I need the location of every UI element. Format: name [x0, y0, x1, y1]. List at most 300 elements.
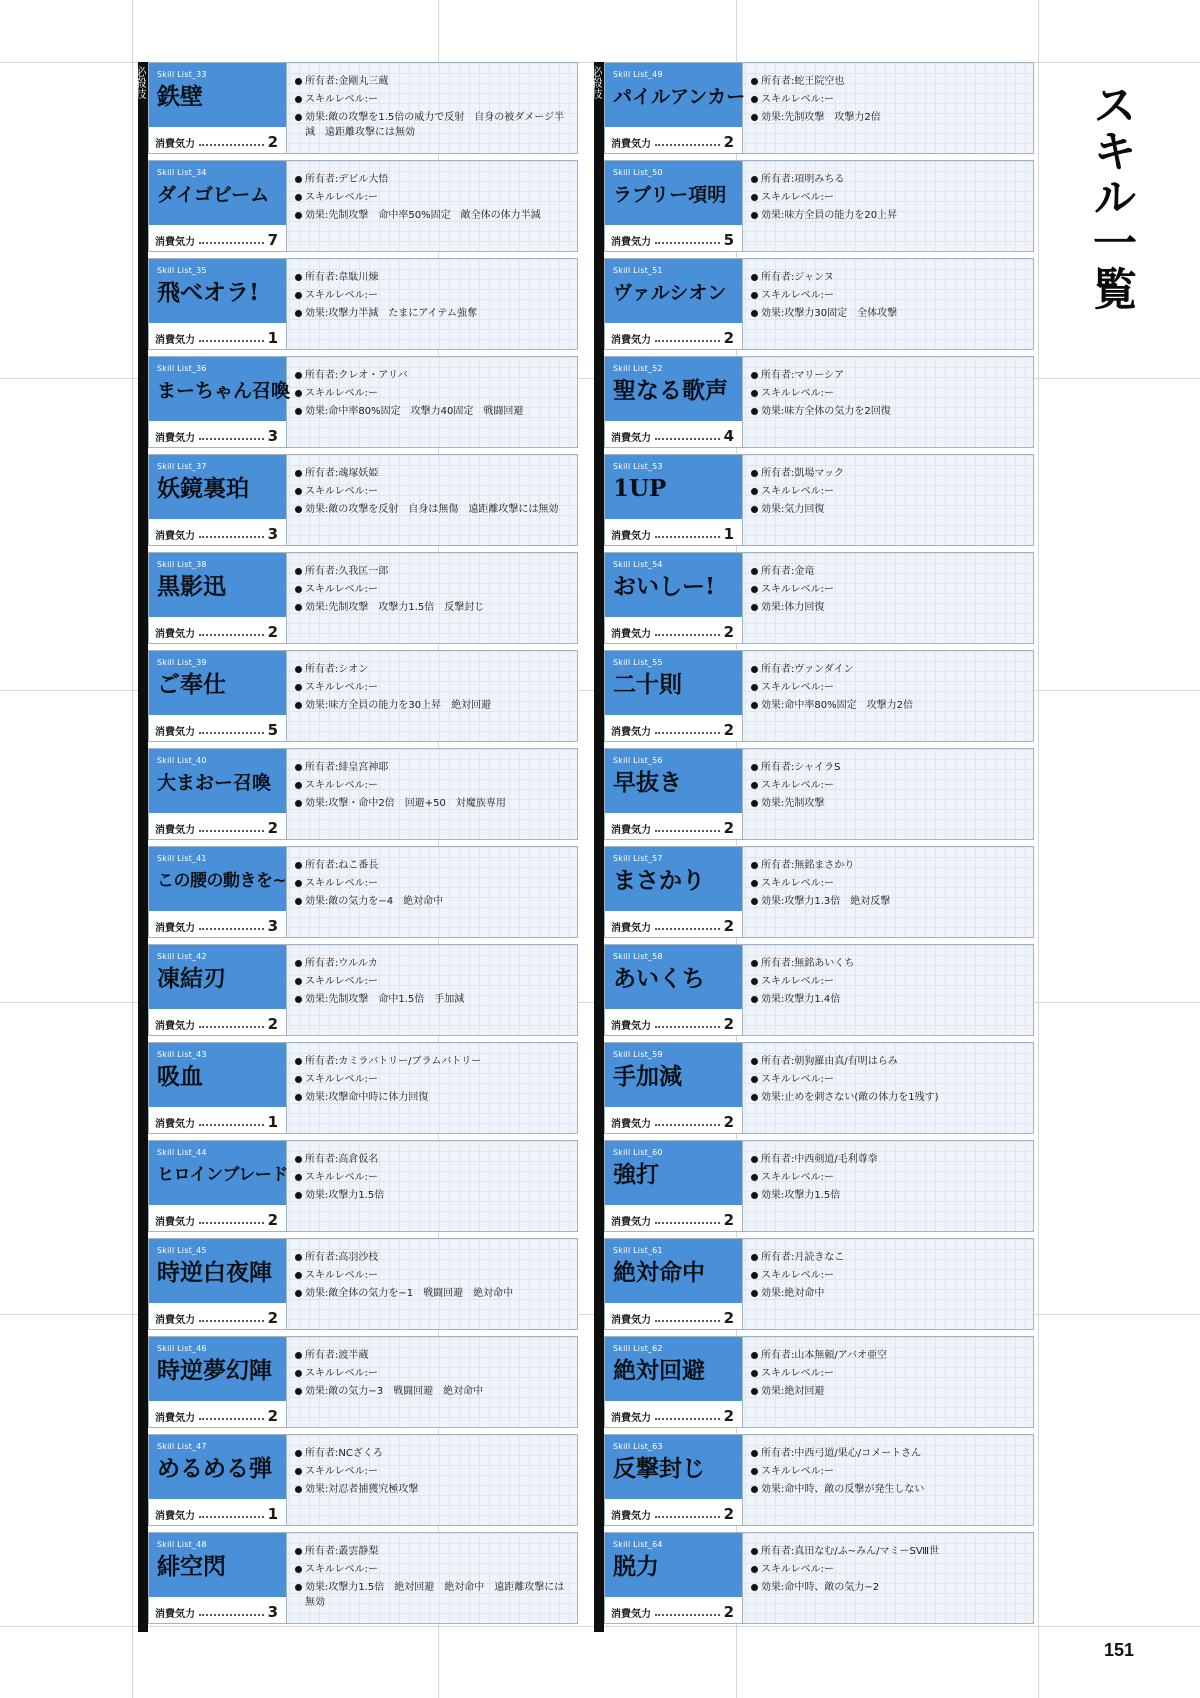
skill-card-header — [149, 651, 287, 741]
skill-level: スキルレベル:ー — [751, 1463, 1025, 1481]
skill-level: スキルレベル:ー — [751, 1169, 1025, 1187]
cost-label: 消費気力 — [611, 139, 651, 150]
skill-title-block — [149, 651, 286, 715]
cost-label: 消費気力 — [155, 1511, 195, 1522]
skill-card-header — [149, 357, 291, 447]
skill-name: まーちゃん召喚 — [157, 380, 291, 402]
skill-effect: 効果:先制攻撃 攻撃力2倍 — [751, 109, 1025, 125]
skill-level: スキルレベル:ー — [751, 581, 1025, 599]
skill-level: スキルレベル:ー — [751, 287, 1025, 305]
skill-details — [743, 259, 1033, 349]
cost-value: 2 — [267, 819, 278, 837]
skill-card — [604, 160, 1034, 252]
skill-cost-row — [149, 1009, 286, 1035]
skill-level: スキルレベル:ー — [295, 1561, 569, 1579]
skill-name: あいくち — [613, 965, 705, 992]
skill-details — [743, 455, 1033, 545]
skill-cost-row — [605, 225, 742, 251]
skill-id: Skill List_55 — [613, 658, 663, 667]
skill-details — [287, 1435, 577, 1525]
cost-value: 2 — [723, 819, 734, 837]
skill-card-header — [605, 1239, 743, 1329]
skill-details — [287, 1239, 577, 1329]
skill-title-block — [605, 63, 746, 127]
skill-card-header — [605, 455, 743, 545]
skill-card-header — [605, 847, 743, 937]
skill-name: 絶対命中 — [613, 1259, 705, 1286]
skill-card — [604, 1042, 1034, 1134]
skill-title-block — [605, 1043, 742, 1107]
cost-label: 消費気力 — [155, 139, 195, 150]
skill-level: スキルレベル:ー — [295, 1267, 569, 1285]
dotted-leader — [199, 1124, 264, 1126]
skill-id: Skill List_39 — [157, 658, 207, 667]
skill-id: Skill List_50 — [613, 168, 663, 177]
skill-title-block — [605, 161, 742, 225]
cost-value: 2 — [267, 1211, 278, 1229]
skill-id: Skill List_59 — [613, 1050, 663, 1059]
skill-title-block — [605, 455, 742, 519]
skill-id: Skill List_46 — [157, 1344, 207, 1353]
skill-owner: 所有者:NCざくろ — [295, 1445, 569, 1463]
skill-card — [604, 356, 1034, 448]
skill-name: 1UP — [613, 475, 667, 502]
skill-owner: 所有者:金竜 — [751, 563, 1025, 581]
skill-effect: 効果:敵の攻撃を1.5倍の威力で反射 自身の被ダメージ半減 遠距離攻撃には無効 — [295, 109, 569, 140]
skill-owner: 所有者:渡半蔵 — [295, 1347, 569, 1365]
skill-title-block — [149, 63, 286, 127]
skill-level: スキルレベル:ー — [295, 973, 569, 991]
skill-title-block — [149, 847, 286, 911]
cost-label: 消費気力 — [611, 1217, 651, 1228]
cost-label: 消費気力 — [155, 433, 195, 444]
skill-id: Skill List_52 — [613, 364, 663, 373]
skill-id: Skill List_54 — [613, 560, 663, 569]
skill-title-block — [149, 749, 286, 813]
dotted-leader — [655, 634, 720, 636]
skill-name: 聖なる歌声 — [613, 377, 728, 404]
skill-card-header — [605, 1435, 743, 1525]
skill-card — [604, 62, 1034, 154]
cost-value: 5 — [267, 721, 278, 739]
dotted-leader — [199, 830, 264, 832]
skill-card — [148, 1238, 578, 1330]
cost-label: 消費気力 — [155, 1119, 195, 1130]
cost-label: 消費気力 — [611, 1315, 651, 1326]
cost-value: 2 — [723, 1211, 734, 1229]
skill-name: 凍結刃 — [157, 965, 226, 992]
skill-title-block — [149, 553, 286, 617]
skill-owner: 所有者:久我匡一郎 — [295, 563, 569, 581]
skill-owner: 所有者:カミラバトリー/ブラムバトリー — [295, 1053, 569, 1071]
skill-card — [148, 356, 578, 448]
skill-title-block — [149, 1043, 286, 1107]
cost-label: 消費気力 — [611, 433, 651, 444]
cost-label: 消費気力 — [611, 531, 651, 542]
dotted-leader — [199, 1614, 264, 1616]
skill-id: Skill List_51 — [613, 266, 663, 275]
skill-owner: 所有者:朝狗羅由真/有明はらみ — [751, 1053, 1025, 1071]
skill-card-header — [605, 1533, 743, 1623]
cost-label: 消費気力 — [611, 1021, 651, 1032]
skill-card — [604, 258, 1034, 350]
cost-value: 3 — [267, 427, 278, 445]
dotted-leader — [655, 144, 720, 146]
skill-id: Skill List_61 — [613, 1246, 663, 1255]
cost-label: 消費気力 — [155, 825, 195, 836]
skill-owner: 所有者:ねこ番長 — [295, 857, 569, 875]
skill-level: スキルレベル:ー — [295, 777, 569, 795]
skill-name: 絶対回避 — [613, 1357, 705, 1384]
skill-level: スキルレベル:ー — [751, 777, 1025, 795]
skill-name: 手加減 — [613, 1063, 682, 1090]
skill-name: ラブリー項明 — [613, 184, 727, 206]
cost-label: 消費気力 — [611, 923, 651, 934]
skill-level: スキルレベル:ー — [295, 1463, 569, 1481]
skill-details — [743, 1239, 1033, 1329]
cost-label: 消費気力 — [155, 1021, 195, 1032]
skill-details — [743, 161, 1033, 251]
skill-card — [148, 1336, 578, 1428]
cost-value: 2 — [723, 917, 734, 935]
skill-name: 緋空閃 — [157, 1553, 226, 1580]
skill-effect: 効果:命中時、敵の気力−2 — [751, 1579, 1025, 1595]
skill-level: スキルレベル:ー — [751, 973, 1025, 991]
skill-cost-row — [149, 225, 286, 251]
skill-card-header — [605, 553, 743, 643]
skill-details — [287, 651, 577, 741]
skill-id: Skill List_58 — [613, 952, 663, 961]
skill-details — [287, 1141, 577, 1231]
skill-owner: 所有者:シャイラS — [751, 759, 1025, 777]
skill-card — [148, 62, 578, 154]
dotted-leader — [199, 1222, 264, 1224]
skill-cost-row — [605, 1107, 742, 1133]
skill-details — [287, 455, 577, 545]
skill-cost-row — [149, 1205, 286, 1231]
skill-id: Skill List_41 — [157, 854, 207, 863]
dotted-leader — [655, 536, 720, 538]
skill-name: ご奉仕 — [157, 671, 226, 698]
cost-value: 3 — [267, 525, 278, 543]
skill-column-right — [590, 62, 1034, 1632]
skill-name: ダイゴビーム — [157, 184, 270, 206]
skill-card-header — [149, 553, 287, 643]
skill-level: スキルレベル:ー — [295, 385, 569, 403]
skill-cost-row — [605, 421, 742, 447]
dotted-leader — [655, 732, 720, 734]
cost-value: 2 — [723, 329, 734, 347]
cost-label: 消費気力 — [155, 629, 195, 640]
skill-level: スキルレベル:ー — [295, 581, 569, 599]
skill-card-header — [149, 63, 287, 153]
skill-owner: 所有者:項明みちる — [751, 171, 1025, 189]
skill-card — [604, 552, 1034, 644]
skill-id: Skill List_57 — [613, 854, 663, 863]
skill-id: Skill List_42 — [157, 952, 207, 961]
skill-cost-row — [149, 1401, 286, 1427]
skill-details — [287, 749, 577, 839]
cost-label: 消費気力 — [611, 335, 651, 346]
skill-name: まさかり — [613, 867, 705, 894]
category-label: 必殺技 — [590, 66, 603, 99]
skill-cost-row — [149, 813, 286, 839]
skill-id: Skill List_48 — [157, 1540, 207, 1549]
cost-label: 消費気力 — [611, 1609, 651, 1620]
skill-card-header — [149, 1337, 287, 1427]
cost-value: 1 — [267, 1505, 278, 1523]
cost-value: 2 — [267, 133, 278, 151]
skill-card — [148, 944, 578, 1036]
skill-effect: 効果:敵の攻撃を反射 自身は無傷 遠距離攻撃には無効 — [295, 501, 569, 517]
skill-card — [148, 160, 578, 252]
skill-card-header — [605, 1337, 743, 1427]
skill-effect: 効果:攻撃・命中2倍 回避+50 対魔族専用 — [295, 795, 569, 811]
cost-value: 2 — [267, 623, 278, 641]
skill-owner: 所有者:マリーシア — [751, 367, 1025, 385]
skill-card — [604, 1140, 1034, 1232]
skill-title-block — [605, 945, 742, 1009]
skill-title-block — [605, 1533, 742, 1597]
skill-title-block — [149, 1337, 286, 1401]
skill-effect: 効果:攻撃力1.5倍 絶対回避 絶対命中 遠距離攻撃には無効 — [295, 1579, 569, 1610]
skill-card — [148, 552, 578, 644]
skill-card-header — [149, 259, 287, 349]
dotted-leader — [655, 1222, 720, 1224]
skill-id: Skill List_49 — [613, 70, 663, 79]
skill-title-block — [605, 1435, 742, 1499]
skill-level: スキルレベル:ー — [751, 1267, 1025, 1285]
skill-level: スキルレベル:ー — [295, 1169, 569, 1187]
skill-title-block — [605, 357, 742, 421]
skill-cost-row — [149, 617, 286, 643]
skill-card — [604, 1434, 1034, 1526]
skill-name: 脱力 — [613, 1553, 659, 1580]
skill-id: Skill List_37 — [157, 462, 207, 471]
category-label: 必殺技 — [134, 66, 147, 99]
skill-effect: 効果:止めを刺さない(敵の体力を1残す) — [751, 1089, 1025, 1105]
cost-label: 消費気力 — [611, 727, 651, 738]
skill-details — [287, 1043, 577, 1133]
skill-owner: 所有者:真田なむ/ふ~みん/マミーSⅧ世 — [751, 1543, 1025, 1561]
skill-effect: 効果:敵の気力を−4 絶対命中 — [295, 893, 569, 909]
skill-effect: 効果:先制攻撃 命中率50%固定 敵全体の体力半減 — [295, 207, 569, 223]
dotted-leader — [199, 536, 264, 538]
dotted-leader — [655, 340, 720, 342]
skill-cost-row — [149, 715, 286, 741]
dotted-leader — [655, 1026, 720, 1028]
skill-effect: 効果:味方全体の気力を2回復 — [751, 403, 1025, 419]
skill-name: 時逆夢幻陣 — [157, 1357, 272, 1384]
skill-effect: 効果:攻撃力1.5倍 — [295, 1187, 569, 1203]
skill-id: Skill List_62 — [613, 1344, 663, 1353]
skill-id: Skill List_35 — [157, 266, 207, 275]
skill-card — [604, 650, 1034, 742]
skill-cost-row — [605, 617, 742, 643]
skill-title-block — [149, 455, 286, 519]
skill-card — [604, 748, 1034, 840]
grid-line — [132, 0, 133, 1698]
skill-card-header — [149, 1043, 287, 1133]
skill-owner: 所有者:ウルルカ — [295, 955, 569, 973]
dotted-leader — [199, 1320, 264, 1322]
skill-card — [148, 1042, 578, 1134]
skill-name: 妖鏡裏珀 — [157, 475, 249, 502]
skill-owner: 所有者:凱場マック — [751, 465, 1025, 483]
skill-effect: 効果:命中率80%固定 攻撃力2倍 — [751, 697, 1025, 713]
skill-owner: 所有者:ヴァンダイン — [751, 661, 1025, 679]
skill-id: Skill List_53 — [613, 462, 663, 471]
cost-label: 消費気力 — [155, 531, 195, 542]
dotted-leader — [199, 1516, 264, 1518]
skill-details — [287, 357, 577, 447]
skill-card — [148, 454, 578, 546]
skill-card-header — [605, 651, 743, 741]
skill-effect: 効果:攻撃力半減 たまにアイテム強奪 — [295, 305, 569, 321]
skill-owner: 所有者:クレオ・アリバ — [295, 367, 569, 385]
skill-details — [287, 161, 577, 251]
skill-owner: 所有者:蛇王院空也 — [751, 73, 1025, 91]
dotted-leader — [655, 1614, 720, 1616]
skill-id: Skill List_63 — [613, 1442, 663, 1451]
skill-card-header — [149, 945, 287, 1035]
skill-details — [743, 749, 1033, 839]
page-title: スキル一覧 — [1085, 82, 1136, 312]
skill-card-header — [605, 161, 743, 251]
skill-effect: 効果:先制攻撃 攻撃力1.5倍 反撃封じ — [295, 599, 569, 615]
skill-effect: 効果:味方全員の能力を30上昇 絶対回避 — [295, 697, 569, 713]
skill-details — [287, 1337, 577, 1427]
skill-id: Skill List_47 — [157, 1442, 207, 1451]
grid-line — [1038, 0, 1039, 1698]
skill-level: スキルレベル:ー — [295, 1071, 569, 1089]
skill-details — [743, 847, 1033, 937]
skill-title-block — [605, 847, 742, 911]
skill-id: Skill List_43 — [157, 1050, 207, 1059]
skill-name: 二十則 — [613, 671, 682, 698]
skill-cost-row — [149, 1499, 286, 1525]
skill-owner: 所有者:月読きなこ — [751, 1249, 1025, 1267]
skill-effect: 効果:先制攻撃 — [751, 795, 1025, 811]
skill-card-header — [149, 1141, 287, 1231]
cost-label: 消費気力 — [155, 727, 195, 738]
skill-level: スキルレベル:ー — [751, 91, 1025, 109]
skill-effect: 効果:体力回復 — [751, 599, 1025, 615]
skill-level: スキルレベル:ー — [751, 875, 1025, 893]
skill-card — [148, 846, 578, 938]
skill-name: 反撃封じ — [613, 1455, 705, 1482]
skill-owner: 所有者:金剛丸三蔵 — [295, 73, 569, 91]
cost-value: 2 — [723, 1113, 734, 1131]
skill-card — [148, 748, 578, 840]
skill-effect: 効果:敵の気力−3 戦闘回避 絶対命中 — [295, 1383, 569, 1399]
skill-owner: 所有者:デビル大悟 — [295, 171, 569, 189]
skill-level: スキルレベル:ー — [751, 385, 1025, 403]
skill-card-header — [149, 1239, 287, 1329]
skill-level: スキルレベル:ー — [751, 1365, 1025, 1383]
skill-title-block — [605, 259, 742, 323]
skill-owner: 所有者:韋駄川煉 — [295, 269, 569, 287]
skill-title-block — [605, 1337, 742, 1401]
skill-card — [604, 454, 1034, 546]
skill-title-block — [605, 1141, 742, 1205]
skill-card-header — [605, 357, 743, 447]
dotted-leader — [655, 928, 720, 930]
skill-title-block — [149, 1435, 286, 1499]
skill-effect: 効果:絶対回避 — [751, 1383, 1025, 1399]
skill-title-block — [149, 1239, 286, 1303]
skill-title-block — [149, 945, 286, 1009]
cost-value: 2 — [723, 1309, 734, 1327]
skill-owner: 所有者:高倉仮名 — [295, 1151, 569, 1169]
skill-cost-row — [605, 1499, 742, 1525]
skill-owner: 所有者:シオン — [295, 661, 569, 679]
skill-effect: 効果:攻撃力30固定 全体攻撃 — [751, 305, 1025, 321]
skill-owner: 所有者:緋皇宮神耶 — [295, 759, 569, 777]
skill-level: スキルレベル:ー — [295, 483, 569, 501]
dotted-leader — [655, 438, 720, 440]
cost-label: 消費気力 — [155, 335, 195, 346]
skill-card — [148, 1532, 578, 1624]
skill-title-block — [149, 259, 286, 323]
cost-label: 消費気力 — [611, 629, 651, 640]
skill-id: Skill List_40 — [157, 756, 207, 765]
skill-level: スキルレベル:ー — [295, 875, 569, 893]
skill-cost-row — [149, 519, 286, 545]
skill-card — [604, 846, 1034, 938]
skill-name: この腰の動きを~ — [157, 871, 287, 891]
skill-cost-row — [605, 1009, 742, 1035]
skill-title-block — [605, 749, 742, 813]
dotted-leader — [199, 1026, 264, 1028]
cost-label: 消費気力 — [611, 825, 651, 836]
dotted-leader — [655, 1124, 720, 1126]
skill-card-header — [605, 259, 743, 349]
skill-card — [148, 1434, 578, 1526]
skill-id: Skill List_33 — [157, 70, 207, 79]
skill-name: 飛べオラ! — [157, 279, 260, 306]
skill-details — [287, 945, 577, 1035]
skill-effect: 効果:敵全体の気力を−1 戦闘回避 絶対命中 — [295, 1285, 569, 1301]
cost-value: 1 — [723, 525, 734, 543]
dotted-leader — [655, 242, 720, 244]
skill-cost-row — [149, 127, 286, 153]
skill-card — [604, 1238, 1034, 1330]
skill-name: 鉄壁 — [157, 83, 203, 110]
skill-card-header — [149, 161, 287, 251]
skill-owner: 所有者:魂塚妖姫 — [295, 465, 569, 483]
skill-owner: 所有者:中西剣道/毛利尊拳 — [751, 1151, 1025, 1169]
cost-label: 消費気力 — [155, 923, 195, 934]
dotted-leader — [199, 144, 264, 146]
skill-level: スキルレベル:ー — [751, 679, 1025, 697]
skill-details — [287, 1533, 577, 1623]
skill-level: スキルレベル:ー — [295, 91, 569, 109]
skill-card — [604, 944, 1034, 1036]
skill-card — [604, 1532, 1034, 1624]
skill-name: 時逆白夜陣 — [157, 1259, 272, 1286]
skill-owner: 所有者:叢雲静梨 — [295, 1543, 569, 1561]
skill-card-header — [605, 945, 743, 1035]
skill-name: 黒影迅 — [157, 573, 226, 600]
skill-cost-row — [605, 1303, 742, 1329]
cost-value: 2 — [723, 1407, 734, 1425]
skill-details — [743, 1337, 1033, 1427]
dotted-leader — [199, 438, 264, 440]
skill-level: スキルレベル:ー — [751, 1071, 1025, 1089]
skill-details — [287, 259, 577, 349]
skill-level: スキルレベル:ー — [295, 1365, 569, 1383]
